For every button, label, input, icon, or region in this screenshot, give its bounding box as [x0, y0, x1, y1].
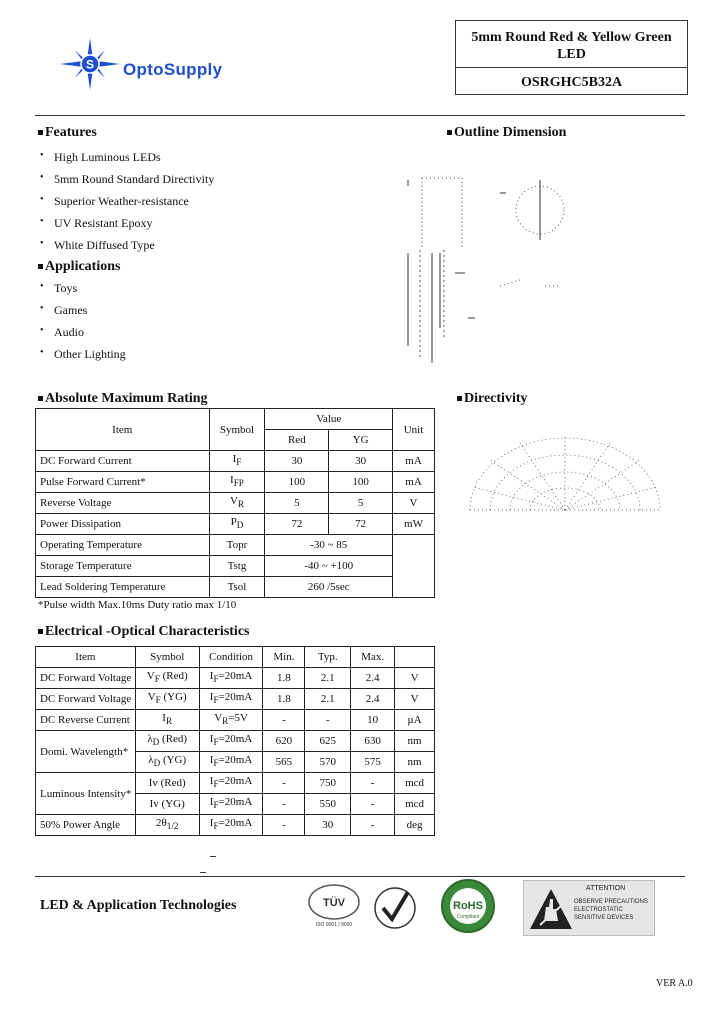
- cell-unit: deg: [395, 815, 435, 836]
- table-row: [36, 472, 435, 493]
- table-row: [36, 493, 435, 514]
- cell-condition: $I_F=20mA$: [199, 773, 263, 794]
- cell-unit: µA: [395, 710, 435, 731]
- cell-min: -: [263, 710, 305, 731]
- cell-item: Power Dissipation: [36, 514, 210, 535]
- footer-rule: [35, 876, 685, 877]
- cell-unit: nm: [395, 731, 435, 752]
- stray-mark: [210, 856, 216, 857]
- list-item: • White Diffused Type: [40, 238, 155, 252]
- outline-heading: Outline Dimension: [447, 125, 566, 141]
- cell-max: 10: [351, 710, 395, 731]
- esd-title: ATTENTION: [586, 885, 626, 892]
- cell-red: 5: [265, 493, 329, 514]
- quality-check-badge: [370, 884, 420, 930]
- version: VER A.0: [656, 978, 693, 989]
- table-row: [36, 773, 435, 794]
- cell-unit: V: [395, 668, 435, 689]
- part-number: OSRGHC5B32A: [520, 75, 623, 90]
- cell-item: Operating Temperature: [36, 535, 210, 556]
- cell-item: Lead Soldering Temperature: [36, 577, 210, 598]
- cell-condition: $I_F=20mA$: [199, 731, 263, 752]
- cell-unit: V: [393, 493, 435, 514]
- cell-symbol: Tsol: [209, 577, 265, 598]
- list-item: • Audio: [40, 325, 84, 339]
- cell-condition: $I_F=20mA$: [199, 689, 263, 710]
- eoc-table: [35, 646, 435, 836]
- cell-min: -: [263, 815, 305, 836]
- header-typ: Typ.: [305, 647, 351, 668]
- cell-typ: 2.1: [305, 668, 351, 689]
- cell-symbol: $2\theta_{1/2}$: [135, 815, 199, 836]
- cell-min: -: [263, 773, 305, 794]
- cell-unit: mA: [393, 451, 435, 472]
- cell-max: 2.4: [351, 689, 395, 710]
- cell-typ: 570: [305, 752, 351, 773]
- cell-symbol: Iv (YG): [135, 794, 199, 815]
- table-row: [36, 689, 435, 710]
- cell-min: -: [263, 794, 305, 815]
- product-title: [456, 29, 687, 63]
- table-row: [36, 815, 435, 836]
- cell-value: -30 ~ 85: [265, 535, 393, 556]
- table-row: [36, 731, 435, 752]
- cell-typ: -: [305, 710, 351, 731]
- cell-typ: 30: [305, 815, 351, 836]
- cell-unit: V: [395, 689, 435, 710]
- list-item: • High Luminous LEDs: [40, 150, 161, 164]
- cell-unit: mcd: [395, 773, 435, 794]
- cell-symbol: $V_F$ (Red): [135, 668, 199, 689]
- amr-table: [35, 408, 435, 598]
- tuv-badge: [305, 882, 363, 928]
- cell-item: DC Forward Voltage: [36, 689, 136, 710]
- rohs-sub: Compliant: [456, 914, 480, 920]
- checkmark-seal-icon: [370, 884, 420, 930]
- cell-item: DC Forward Current: [36, 451, 210, 472]
- cell-item: Reverse Voltage: [36, 493, 210, 514]
- header-unit: Unit: [393, 409, 435, 451]
- table-header-row: [36, 409, 435, 430]
- cell-item: DC Reverse Current: [36, 710, 136, 731]
- cell-typ: 625: [305, 731, 351, 752]
- esd-line: ELECTROSTATIC: [574, 907, 623, 913]
- table-row: [36, 668, 435, 689]
- cell-symbol: $P_D$: [209, 514, 265, 535]
- cell-symbol: $V_F$ (YG): [135, 689, 199, 710]
- cell-symbol: $I_R$: [135, 710, 199, 731]
- header-condition: Condition: [199, 647, 263, 668]
- list-item: • UV Resistant Epoxy: [40, 216, 153, 230]
- header-yg: YG: [329, 430, 393, 451]
- cell-item: DC Forward Voltage: [36, 668, 136, 689]
- table-header-row: [36, 647, 435, 668]
- esd-hand-icon: [528, 887, 574, 931]
- cell-yg: 30: [329, 451, 393, 472]
- header-max: Max.: [351, 647, 395, 668]
- cell-item: 50% Power Angle: [36, 815, 136, 836]
- cell-unit: nm: [395, 752, 435, 773]
- cell-yg: 100: [329, 472, 393, 493]
- title-box: [455, 20, 688, 95]
- list-item: • 5mm Round Standard Directivity: [40, 172, 215, 186]
- cell-red: 100: [265, 472, 329, 493]
- cell-max: -: [351, 773, 395, 794]
- cell-condition: $I_F=20mA$: [199, 794, 263, 815]
- stray-mark: [200, 872, 206, 873]
- cell-red: 72: [265, 514, 329, 535]
- header-min: Min.: [263, 647, 305, 668]
- rohs-label: RoHS: [453, 900, 483, 912]
- cell-max: 2.4: [351, 668, 395, 689]
- table-row: [36, 514, 435, 535]
- directivity-chart: [465, 425, 665, 515]
- tuv-logo-icon: [305, 882, 363, 928]
- header-value: Value: [265, 409, 393, 430]
- header-item: Item: [36, 409, 210, 451]
- cell-value: 260 /5sec: [265, 577, 393, 598]
- cell-unit: mW: [393, 514, 435, 535]
- cell-unit: [393, 535, 435, 598]
- cell-unit: mcd: [395, 794, 435, 815]
- logo-star-icon: [55, 38, 125, 90]
- table-row: [36, 451, 435, 472]
- cell-item: Storage Temperature: [36, 556, 210, 577]
- cell-symbol: Tstg: [209, 556, 265, 577]
- table-row: [36, 556, 435, 577]
- features-heading: Features: [38, 125, 97, 141]
- table-row: [36, 577, 435, 598]
- product-title-line2: LED: [557, 47, 586, 62]
- directivity-heading: Directivity: [457, 391, 528, 407]
- cell-typ: 750: [305, 773, 351, 794]
- cell-condition: $I_F=20mA$: [199, 668, 263, 689]
- cell-item: Domi. Wavelength*: [36, 731, 136, 773]
- cell-unit: mA: [393, 472, 435, 493]
- applications-heading: Applications: [38, 259, 120, 275]
- list-item: • Games: [40, 303, 88, 317]
- cell-symbol: Topr: [209, 535, 265, 556]
- cell-condition: $I_F=20mA$: [199, 752, 263, 773]
- cell-symbol: $I_{FP}$: [209, 472, 265, 493]
- cell-value: -40 ~ +100: [265, 556, 393, 577]
- product-title-line1: 5mm Round Red & Yellow Green: [471, 30, 672, 45]
- cell-min: 1.8: [263, 668, 305, 689]
- cell-symbol: Iv (Red): [135, 773, 199, 794]
- header-rule: [35, 115, 685, 116]
- cell-condition: $I_F=20mA$: [199, 815, 263, 836]
- cell-red: 30: [265, 451, 329, 472]
- amr-heading: Absolute Maximum Rating: [38, 391, 208, 407]
- cell-typ: 550: [305, 794, 351, 815]
- outline-drawing: [400, 168, 580, 368]
- esd-warning: [523, 880, 655, 936]
- svg-text:S: S: [85, 57, 95, 72]
- cell-typ: 2.1: [305, 689, 351, 710]
- table-row: [36, 710, 435, 731]
- cell-max: 575: [351, 752, 395, 773]
- esd-line: OBSERVE PRECAUTIONS: [574, 899, 648, 905]
- list-item: • Other Lighting: [40, 347, 126, 361]
- amr-note: *Pulse width Max.10ms Duty ratio max 1/10: [38, 599, 237, 611]
- cell-condition: $V_R=5V$: [199, 710, 263, 731]
- cell-max: -: [351, 815, 395, 836]
- rohs-seal-icon: [433, 878, 503, 934]
- header-unit: [395, 647, 435, 668]
- cell-max: 630: [351, 731, 395, 752]
- cell-symbol: $\lambda_D$ (YG): [135, 752, 199, 773]
- iso-text: ISO 9001 | 9000: [315, 922, 353, 928]
- cell-item: Pulse Forward Current*: [36, 472, 210, 493]
- cell-item: Luminous Intensity*: [36, 773, 136, 815]
- logo: [55, 38, 275, 90]
- header-symbol: Symbol: [209, 409, 265, 451]
- rohs-badge: [433, 878, 503, 934]
- cell-symbol: $\lambda_D$ (Red): [135, 731, 199, 752]
- cell-min: 1.8: [263, 689, 305, 710]
- table-row: [36, 535, 435, 556]
- list-item: • Toys: [40, 281, 78, 295]
- tuv-label: TÜV: [323, 897, 345, 909]
- esd-line: SENSITIVE DEVICES: [574, 915, 634, 921]
- header-red: Red: [265, 430, 329, 451]
- cell-yg: 5: [329, 493, 393, 514]
- header-symbol: Symbol: [135, 647, 199, 668]
- cell-symbol: $V_R$: [209, 493, 265, 514]
- cell-max: -: [351, 794, 395, 815]
- cell-symbol: $I_F$: [209, 451, 265, 472]
- logo-text: OptoSupply: [123, 60, 223, 79]
- title-divider: [456, 67, 687, 68]
- list-item: • Superior Weather-resistance: [40, 194, 189, 208]
- eoc-heading: Electrical -Optical Characteristics: [38, 624, 249, 640]
- cell-min: 565: [263, 752, 305, 773]
- company-name: LED & Application Technologies: [40, 898, 237, 913]
- header-item: Item: [36, 647, 136, 668]
- cell-yg: 72: [329, 514, 393, 535]
- cell-min: 620: [263, 731, 305, 752]
